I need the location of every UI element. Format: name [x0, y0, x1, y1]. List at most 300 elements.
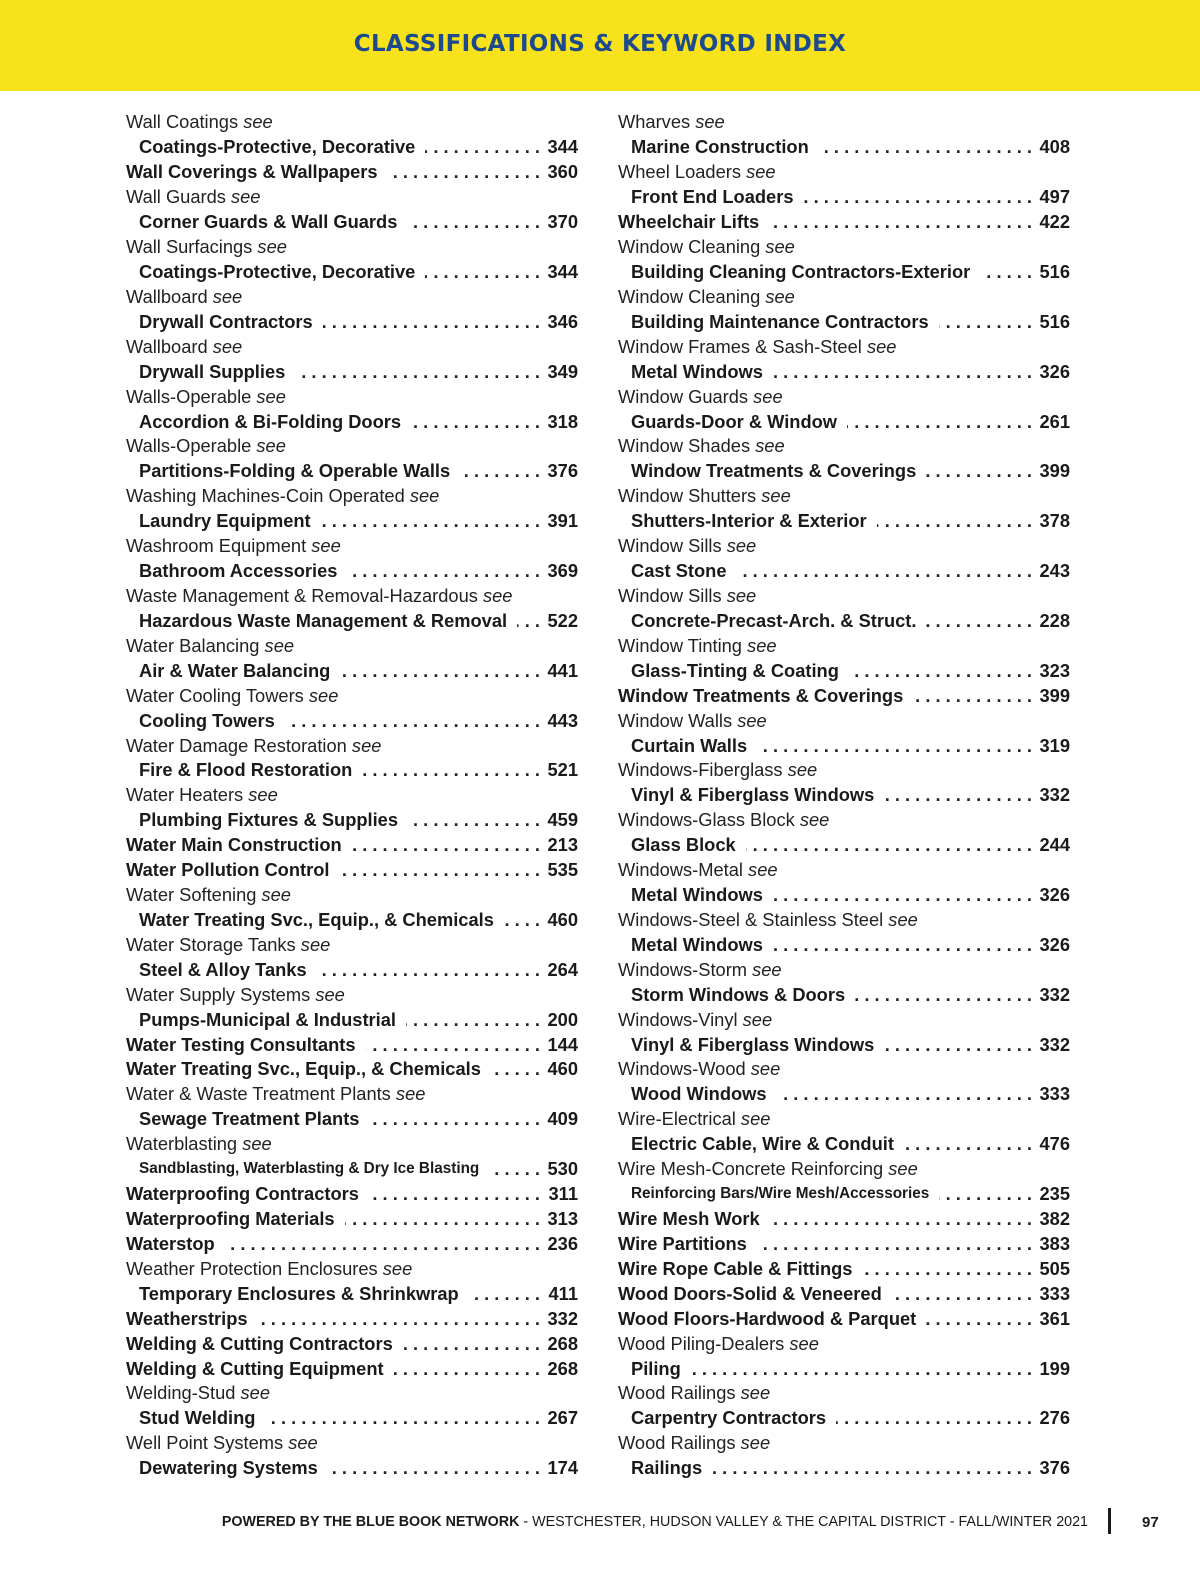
index-entry-term: Laundry Equipment	[139, 510, 311, 532]
index-entry-page: 267	[547, 1407, 578, 1429]
index-entry-term: Concrete-Precast-Arch. & Struct.	[631, 609, 917, 631]
see-reference-line	[126, 284, 578, 309]
index-entry-page: 411	[548, 1282, 578, 1304]
index-entry	[618, 733, 1070, 758]
index-entry-term: Water Main Construction	[126, 834, 342, 856]
index-entry-term: Building Cleaning Contractors-Exterior	[631, 260, 971, 282]
index-entry	[126, 908, 578, 933]
dot-leader	[347, 560, 540, 582]
index-entry-term: Corner Guards & Wall Guards	[139, 211, 398, 233]
index-entry-page: 268	[547, 1332, 578, 1354]
see-reference-line	[126, 384, 578, 409]
see-reference-term: Water Cooling Towers	[126, 684, 304, 706]
see-reference-line	[618, 534, 1070, 559]
index-entry-page: 346	[547, 310, 578, 332]
see-word: see	[243, 111, 273, 133]
index-entry-term: Window Treatments & Coverings	[618, 684, 904, 706]
index-entry-term: Wood Windows	[631, 1083, 767, 1105]
index-entry-page: 318	[547, 410, 578, 432]
index-entry-page: 313	[547, 1208, 578, 1230]
see-word: see	[409, 485, 440, 507]
dot-leader	[408, 809, 540, 831]
index-entry	[126, 509, 578, 534]
dot-leader	[884, 784, 1032, 806]
see-reference-line	[126, 1082, 578, 1107]
dot-leader	[369, 1108, 540, 1130]
index-entry-term: Metal Windows	[631, 933, 763, 955]
dot-leader	[769, 211, 1032, 233]
index-entry-term: Reinforcing Bars/Wire Mesh/Accessories	[631, 1185, 930, 1203]
see-reference-line	[618, 1381, 1070, 1406]
index-entry-page: 382	[1039, 1208, 1070, 1230]
dot-leader	[746, 834, 1032, 856]
see-reference-line	[126, 733, 578, 758]
dot-leader	[339, 859, 540, 881]
see-word: see	[726, 584, 757, 606]
see-word: see	[737, 709, 767, 731]
index-entry-term: Waterproofing Contractors	[126, 1183, 359, 1205]
dot-leader	[345, 1208, 540, 1230]
see-word: see	[726, 535, 757, 557]
see-reference-term: Wire Mesh-Concrete Reinforcing	[618, 1158, 884, 1180]
see-word: see	[315, 983, 345, 1005]
see-reference-term: Windows-Storm	[618, 958, 748, 980]
see-reference-line	[618, 384, 1070, 409]
index-entry	[618, 1032, 1070, 1057]
see-reference-term: Wallboard	[126, 335, 208, 357]
index-entry	[618, 833, 1070, 858]
index-entry-page: 361	[1039, 1307, 1070, 1329]
index-entry-page: 516	[1039, 260, 1070, 282]
index-entry-term: Temporary Enclosures & Shrinkwrap	[139, 1282, 459, 1304]
index-entry	[618, 932, 1070, 957]
index-entry-term: Fire & Flood Restoration	[139, 759, 353, 781]
see-reference-line	[618, 858, 1070, 883]
index-entry-term: Water Treating Svc., Equip., & Chemicals	[126, 1058, 481, 1080]
see-reference-term: Water Storage Tanks	[126, 933, 296, 955]
dot-leader	[369, 1183, 540, 1205]
index-entry	[126, 1281, 578, 1306]
see-reference-term: Wall Surfacings	[126, 236, 253, 258]
index-entry-term: Waterproofing Materials	[126, 1208, 335, 1230]
see-reference-term: Window Cleaning	[618, 236, 761, 258]
index-entry-term: Steel & Alloy Tanks	[139, 958, 307, 980]
index-entry-page: 378	[1039, 510, 1070, 532]
index-entry-page: 376	[547, 460, 578, 482]
dot-leader	[892, 1283, 1032, 1305]
index-entry-term: Pumps-Municipal & Industrial	[139, 1008, 396, 1030]
index-entry-page: 370	[547, 211, 578, 233]
index-entry	[618, 883, 1070, 908]
index-entry-term: Vinyl & Fiberglass Windows	[631, 784, 875, 806]
see-word: see	[765, 236, 795, 258]
dot-leader	[691, 1358, 1032, 1380]
dot-leader	[406, 1009, 540, 1031]
index-entry-page: 323	[1039, 659, 1070, 681]
index-entry-page: 459	[547, 809, 578, 831]
index-entry	[126, 758, 578, 783]
index-entry-page: 332	[1039, 1033, 1070, 1055]
index-entry-page: 505	[1039, 1257, 1070, 1279]
index-entry-term: Wall Coverings & Wallpapers	[126, 161, 378, 183]
index-entry-term: Cooling Towers	[139, 709, 275, 731]
dot-leader	[340, 660, 540, 682]
see-reference-term: Window Frames & Sash-Steel	[618, 335, 862, 357]
index-entry-page: 332	[1039, 983, 1070, 1005]
index-entry-term: Wire Partitions	[618, 1232, 747, 1254]
dot-leader	[425, 136, 540, 158]
index-entry-term: Cast Stone	[631, 560, 727, 582]
see-word: see	[212, 335, 243, 357]
see-reference-term: Windows-Metal	[618, 859, 743, 881]
index-entry-term: Welding & Cutting Contractors	[126, 1332, 393, 1354]
index-entry-term: Glass-Tinting & Coating	[631, 659, 839, 681]
index-entry-term: Drywall Supplies	[139, 360, 286, 382]
index-entry-page: 391	[547, 510, 578, 532]
see-reference-line	[126, 584, 578, 609]
see-reference-line	[618, 957, 1070, 982]
dot-leader	[265, 1407, 540, 1429]
index-entry	[618, 185, 1070, 210]
see-word: see	[248, 784, 278, 806]
index-entry	[126, 1331, 578, 1356]
see-word: see	[747, 634, 777, 656]
dot-leader	[328, 1457, 540, 1479]
index-entry-term: Hazardous Waste Management & Removal	[139, 609, 508, 631]
index-entry	[618, 982, 1070, 1007]
index-entry-term: Dewatering Systems	[139, 1457, 318, 1479]
see-word: see	[300, 933, 331, 955]
index-entry-page: 333	[1039, 1083, 1070, 1105]
index-entry-page: 369	[547, 560, 578, 582]
index-entry-page: 319	[1039, 734, 1070, 756]
index-entry	[126, 1231, 578, 1256]
index-entry	[126, 708, 578, 733]
see-word: see	[740, 1432, 771, 1454]
page-number: 97	[1142, 1514, 1159, 1531]
index-entry	[618, 1356, 1070, 1381]
index-entry-term: Window Treatments & Coverings	[631, 460, 917, 482]
see-reference-line	[618, 908, 1070, 933]
see-reference-term: Well Point Systems	[126, 1432, 284, 1454]
index-entry-page: 422	[1039, 211, 1070, 233]
dot-leader	[904, 1133, 1032, 1155]
index-entry-term: Piling	[631, 1357, 681, 1379]
index-entry	[126, 1157, 578, 1182]
index-entry-term: Railings	[631, 1457, 703, 1479]
dot-leader	[804, 186, 1032, 208]
see-word: see	[311, 535, 341, 557]
index-column-right	[618, 110, 1070, 1481]
dot-leader	[939, 1183, 1032, 1205]
index-entry-page: 476	[1039, 1133, 1070, 1155]
index-entry	[126, 1306, 578, 1331]
index-entry-page: 244	[1039, 834, 1070, 856]
index-entry-term: Water Treating Svc., Equip., & Chemicals	[139, 908, 494, 930]
see-reference-line	[126, 683, 578, 708]
see-reference-line	[126, 633, 578, 658]
dot-leader	[362, 759, 540, 781]
index-entry-page: 268	[547, 1357, 578, 1379]
dot-leader	[489, 1158, 540, 1180]
dot-leader	[862, 1258, 1032, 1280]
see-reference-line	[126, 1132, 578, 1157]
index-entry-page: 264	[547, 958, 578, 980]
index-entry	[618, 559, 1070, 584]
index-entry-term: Wire Rope Cable & Fittings	[618, 1257, 853, 1279]
see-word: see	[746, 161, 776, 183]
index-entry	[618, 135, 1070, 160]
index-entry	[618, 608, 1070, 633]
index-entry-page: 460	[547, 1058, 578, 1080]
footer-brand: POWERED BY THE BLUE BOOK NETWORK	[221, 1514, 520, 1530]
index-entry-term: Accordion & Bi-Folding Doors	[139, 410, 402, 432]
see-word: see	[740, 1108, 771, 1130]
see-reference-term: Window Guards	[618, 385, 749, 407]
index-entry-term: Guards-Door & Window	[631, 410, 837, 432]
see-word: see	[866, 335, 897, 357]
index-entry-page: 522	[547, 609, 578, 631]
see-reference-term: Window Walls	[618, 709, 733, 731]
index-entry-page: 326	[1039, 884, 1070, 906]
see-word: see	[748, 859, 778, 881]
dot-leader	[847, 411, 1032, 433]
dot-leader	[352, 834, 540, 856]
see-reference-term: Window Tinting	[618, 634, 742, 656]
dot-leader	[517, 610, 540, 632]
index-entry-term: Storm Windows & Doors	[631, 983, 846, 1005]
index-entry-page: 199	[1039, 1357, 1070, 1379]
see-reference-line	[126, 1381, 578, 1406]
index-entry	[126, 359, 578, 384]
see-word: see	[742, 1008, 773, 1030]
dot-leader	[317, 959, 540, 981]
index-entry	[126, 1057, 578, 1082]
index-entry	[618, 409, 1070, 434]
index-entry	[126, 1107, 578, 1132]
index-entry-page: 376	[1039, 1457, 1070, 1479]
index-column-left	[126, 110, 578, 1481]
index-entry	[618, 1281, 1070, 1306]
see-reference-line	[618, 1157, 1070, 1182]
dot-leader	[225, 1233, 540, 1255]
index-entry-page: 311	[548, 1183, 578, 1205]
index-entry-term: Bathroom Accessories	[139, 560, 338, 582]
index-entry-page: 174	[547, 1457, 578, 1479]
see-reference-line	[126, 235, 578, 260]
see-word: see	[240, 1382, 270, 1404]
index-entry-page: 344	[547, 260, 578, 282]
index-entry-term: Metal Windows	[631, 884, 763, 906]
footer-edition: - WESTCHESTER, HUDSON VALLEY & THE CAPITAL DISTRICT - FALL/WINTER 2021	[519, 1514, 1088, 1530]
see-reference-line	[618, 633, 1070, 658]
footer-divider	[1108, 1508, 1111, 1534]
see-reference-line	[618, 434, 1070, 459]
see-reference-term: Water Damage Restoration	[126, 734, 347, 756]
dot-leader	[425, 261, 540, 283]
see-reference-line	[618, 334, 1070, 359]
index-entry	[618, 359, 1070, 384]
index-entry-term: Air & Water Balancing	[139, 659, 331, 681]
see-word: see	[765, 285, 795, 307]
see-reference-line	[618, 1431, 1070, 1456]
index-entry-page: 383	[1039, 1232, 1070, 1254]
see-reference-line	[618, 584, 1070, 609]
see-reference-line	[126, 484, 578, 509]
dot-leader	[913, 685, 1032, 707]
dot-leader	[926, 610, 1032, 632]
see-reference-term: Walls-Operable	[126, 435, 252, 457]
see-reference-line	[126, 334, 578, 359]
index-entry	[126, 1456, 578, 1481]
index-entry-page: 360	[547, 161, 578, 183]
index-entry-term: Wheelchair Lifts	[618, 211, 760, 233]
index-entry-term: Building Maintenance Contractors	[631, 310, 929, 332]
see-reference-line	[618, 1107, 1070, 1132]
dot-leader	[504, 909, 540, 931]
index-entry-term: Vinyl & Fiberglass Windows	[631, 1033, 875, 1055]
see-reference-line	[126, 534, 578, 559]
see-reference-line	[618, 484, 1070, 509]
index-entry	[126, 459, 578, 484]
dot-leader	[258, 1308, 540, 1330]
index-entry	[618, 309, 1070, 334]
index-entry-term: Wood Floors-Hardwood & Parquet	[618, 1307, 917, 1329]
see-reference-term: Window Sills	[618, 535, 722, 557]
index-entry-term: Drywall Contractors	[139, 310, 313, 332]
index-entry-page: 144	[547, 1033, 578, 1055]
index-entry	[126, 559, 578, 584]
index-entry	[126, 658, 578, 683]
see-reference-line	[126, 982, 578, 1007]
index-entry	[126, 1032, 578, 1057]
page-title: CLASSIFICATIONS & KEYWORD INDEX	[353, 31, 847, 57]
index-entry	[126, 858, 578, 883]
index-entry-term: Glass Block	[631, 834, 736, 856]
see-word: see	[740, 1382, 771, 1404]
see-reference-term: Wall Guards	[126, 186, 226, 208]
index-entry	[618, 1082, 1070, 1107]
see-reference-line	[126, 434, 578, 459]
dot-leader	[855, 984, 1032, 1006]
index-entry	[126, 135, 578, 160]
see-reference-term: Wood Piling-Dealers	[618, 1332, 785, 1354]
see-word: see	[695, 111, 725, 133]
index-entry	[618, 658, 1070, 683]
see-reference-line	[126, 185, 578, 210]
see-reference-term: Wharves	[618, 111, 691, 133]
dot-leader	[285, 710, 540, 732]
see-reference-term: Waterblasting	[126, 1133, 238, 1155]
see-reference-term: Windows-Vinyl	[618, 1008, 738, 1030]
header-banner	[0, 0, 1200, 91]
see-reference-term: Walls-Operable	[126, 385, 252, 407]
see-word: see	[256, 385, 286, 407]
index-entry	[618, 1406, 1070, 1431]
dot-leader	[836, 1407, 1032, 1429]
dot-leader	[849, 660, 1032, 682]
see-reference-term: Water Heaters	[126, 784, 244, 806]
see-reference-line	[618, 160, 1070, 185]
index-entry	[126, 957, 578, 982]
see-reference-term: Wall Coatings	[126, 111, 239, 133]
see-word: see	[264, 634, 295, 656]
dot-leader	[939, 311, 1032, 333]
dot-leader	[407, 211, 540, 233]
page-footer	[0, 1508, 1200, 1538]
see-word: see	[799, 809, 830, 831]
see-reference-line	[618, 1057, 1070, 1082]
dot-leader	[712, 1457, 1032, 1479]
index-entry	[126, 1406, 578, 1431]
see-reference-term: Window Shutters	[618, 485, 757, 507]
see-reference-term: Windows-Fiberglass	[618, 759, 783, 781]
index-entry	[618, 1306, 1070, 1331]
see-reference-line	[618, 808, 1070, 833]
dot-leader	[388, 161, 540, 183]
dot-leader	[773, 934, 1032, 956]
index-entry-page: 235	[1039, 1183, 1070, 1205]
dot-leader	[321, 510, 540, 532]
dot-leader	[757, 735, 1032, 757]
index-entry-page: 276	[1039, 1407, 1070, 1429]
dot-leader	[366, 1034, 540, 1056]
index-entry-page: 261	[1039, 410, 1070, 432]
index-entry-page: 443	[547, 709, 578, 731]
see-reference-line	[618, 235, 1070, 260]
see-word: see	[256, 435, 286, 457]
index-entry-term: Wood Doors-Solid & Veneered	[618, 1282, 882, 1304]
see-reference-line	[126, 932, 578, 957]
see-reference-line	[618, 284, 1070, 309]
index-entry	[126, 1207, 578, 1232]
see-reference-line	[126, 883, 578, 908]
index-entry-page: 399	[1039, 684, 1070, 706]
see-reference-term: Waste Management & Removal-Hazardous	[126, 584, 478, 606]
see-reference-term: Windows-Steel & Stainless Steel	[618, 908, 884, 930]
see-word: see	[753, 385, 783, 407]
footer-text	[222, 1514, 1088, 1530]
dot-leader	[460, 460, 540, 482]
dot-leader	[323, 311, 540, 333]
see-reference-term: Water Softening	[126, 884, 257, 906]
index-entry	[618, 1456, 1070, 1481]
see-reference-term: Wood Railings	[618, 1382, 736, 1404]
see-word: see	[351, 734, 382, 756]
index-entry-page: 213	[547, 834, 578, 856]
index-entry	[126, 608, 578, 633]
index-entry-page: 243	[1039, 560, 1070, 582]
index-entry-term: Metal Windows	[631, 360, 763, 382]
index-entry	[126, 1182, 578, 1207]
index-entry	[618, 683, 1070, 708]
index-entry-term: Sandblasting, Waterblasting & Dry Ice Blasting	[139, 1160, 480, 1178]
index-entry	[618, 210, 1070, 235]
index-entry	[126, 260, 578, 285]
index-entry	[126, 160, 578, 185]
index-entry-page: 228	[1039, 609, 1070, 631]
index-entry-term: Curtain Walls	[631, 734, 748, 756]
index-entry	[618, 1182, 1070, 1207]
see-reference-line	[126, 110, 578, 135]
index-entry	[126, 1356, 578, 1381]
see-word: see	[483, 584, 513, 606]
index-entry	[618, 260, 1070, 285]
dot-leader	[411, 411, 540, 433]
dot-leader	[877, 510, 1032, 532]
see-reference-term: Water & Waste Treatment Plants	[126, 1083, 391, 1105]
index-entry-page: 530	[547, 1158, 578, 1180]
